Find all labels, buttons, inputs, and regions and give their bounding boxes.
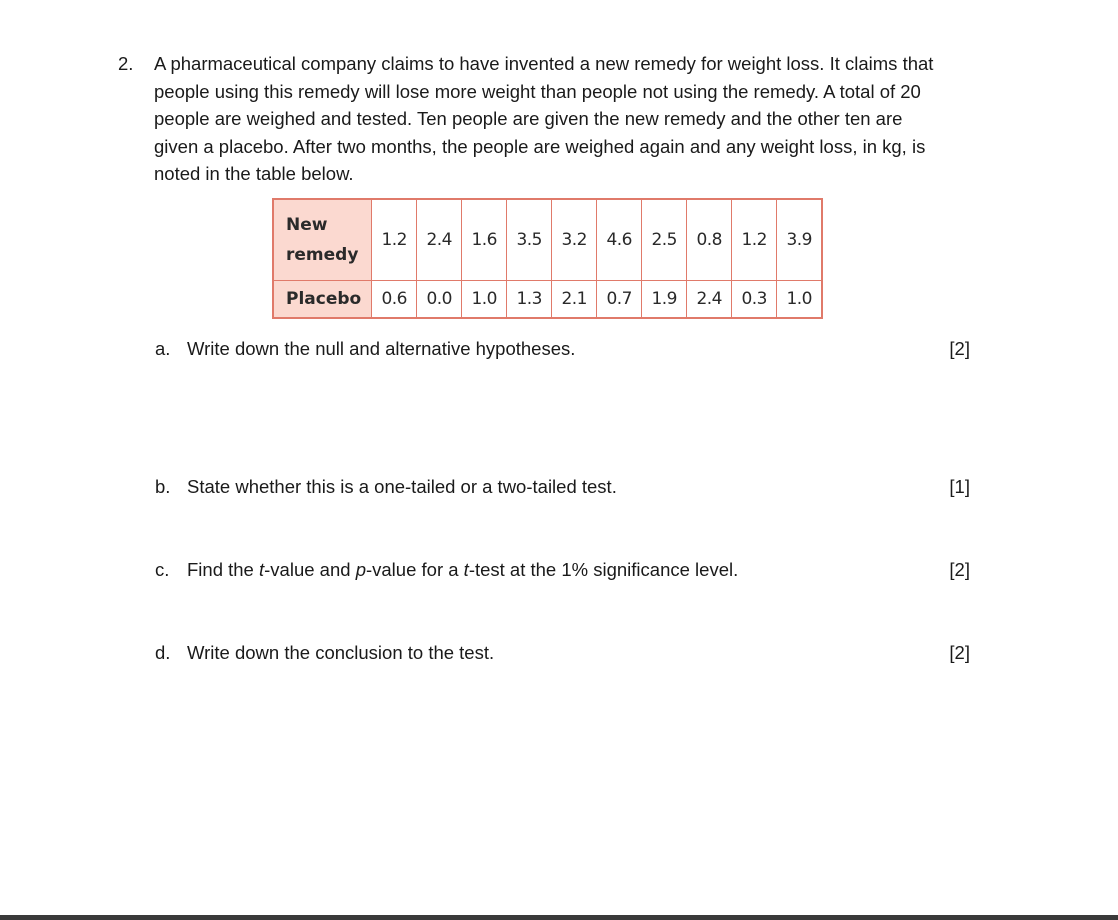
- marks-badge: [2]: [949, 559, 970, 580]
- text-run: -value and: [264, 559, 356, 580]
- table-cell: 1.2: [732, 199, 777, 281]
- table-cell: 1.0: [462, 281, 507, 319]
- row-header-new-remedy: [273, 199, 372, 281]
- table-cell: 1.9: [642, 281, 687, 319]
- italic-variable: t: [463, 559, 469, 580]
- part-label: b.: [155, 476, 171, 497]
- question-text: [154, 50, 1019, 188]
- part-text: State whether this is a one-tailed or a two-tailed test.: [187, 476, 617, 497]
- italic-variable: p: [355, 559, 366, 580]
- table-cell: 2.4: [417, 199, 462, 281]
- row-header-placebo: Placebo: [273, 281, 372, 319]
- marks-badge: [2]: [949, 338, 970, 359]
- question-line: noted in the table below.: [154, 163, 354, 184]
- table-cell: 0.3: [732, 281, 777, 319]
- question-line: A pharmaceutical company claims to have invented a new remedy for weight loss. It claims that: [154, 53, 934, 74]
- row-header-line: New: [286, 215, 328, 235]
- table-cell: 1.6: [462, 199, 507, 281]
- table-cell: 3.5: [507, 199, 552, 281]
- table-cell: 1.0: [777, 281, 823, 319]
- table-cell: 2.4: [687, 281, 732, 319]
- table-cell: 0.6: [372, 281, 417, 319]
- table-cell: 1.2: [372, 199, 417, 281]
- table-row-placebo: [273, 281, 822, 319]
- row-header-line: remedy: [286, 245, 359, 265]
- part-text: [187, 558, 738, 582]
- question-line: given a placebo. After two months, the people are weighed again and any weight loss, in kg, is: [154, 135, 926, 157]
- marks-badge: [1]: [949, 476, 970, 497]
- table-cell: 0.0: [417, 281, 462, 319]
- table-cell: 0.8: [687, 199, 732, 281]
- table-cell: 0.7: [597, 281, 642, 319]
- part-label: d.: [155, 642, 171, 663]
- text-run: -value for a: [365, 559, 464, 580]
- part-text: Write down the conclusion to the test.: [187, 642, 495, 663]
- weight-loss-table: [272, 198, 823, 319]
- marks-badge: [2]: [949, 642, 970, 663]
- table-cell: 1.3: [507, 281, 552, 319]
- question-number: 2.: [118, 53, 134, 74]
- part-label: a.: [155, 338, 171, 359]
- text-run: Find the: [187, 559, 259, 580]
- table-cell: 2.1: [552, 281, 597, 319]
- part-label: c.: [155, 559, 170, 580]
- question-line: people using this remedy will lose more weight than people not using the remedy. A total of 20: [154, 80, 921, 102]
- part-text: Write down the null and alternative hypotheses.: [187, 338, 576, 359]
- page-bottom-border: [0, 915, 1118, 920]
- italic-variable: t: [259, 559, 265, 580]
- table-cell: 3.2: [552, 199, 597, 281]
- table-cell: 4.6: [597, 199, 642, 281]
- table-cell: 3.9: [777, 199, 823, 281]
- table-row-new-remedy: [273, 199, 822, 281]
- text-run: -test at the 1% significance level.: [468, 559, 739, 580]
- table-cell: 2.5: [642, 199, 687, 281]
- question-line: people are weighed and tested. Ten people are given the new remedy and the other ten are: [154, 108, 903, 129]
